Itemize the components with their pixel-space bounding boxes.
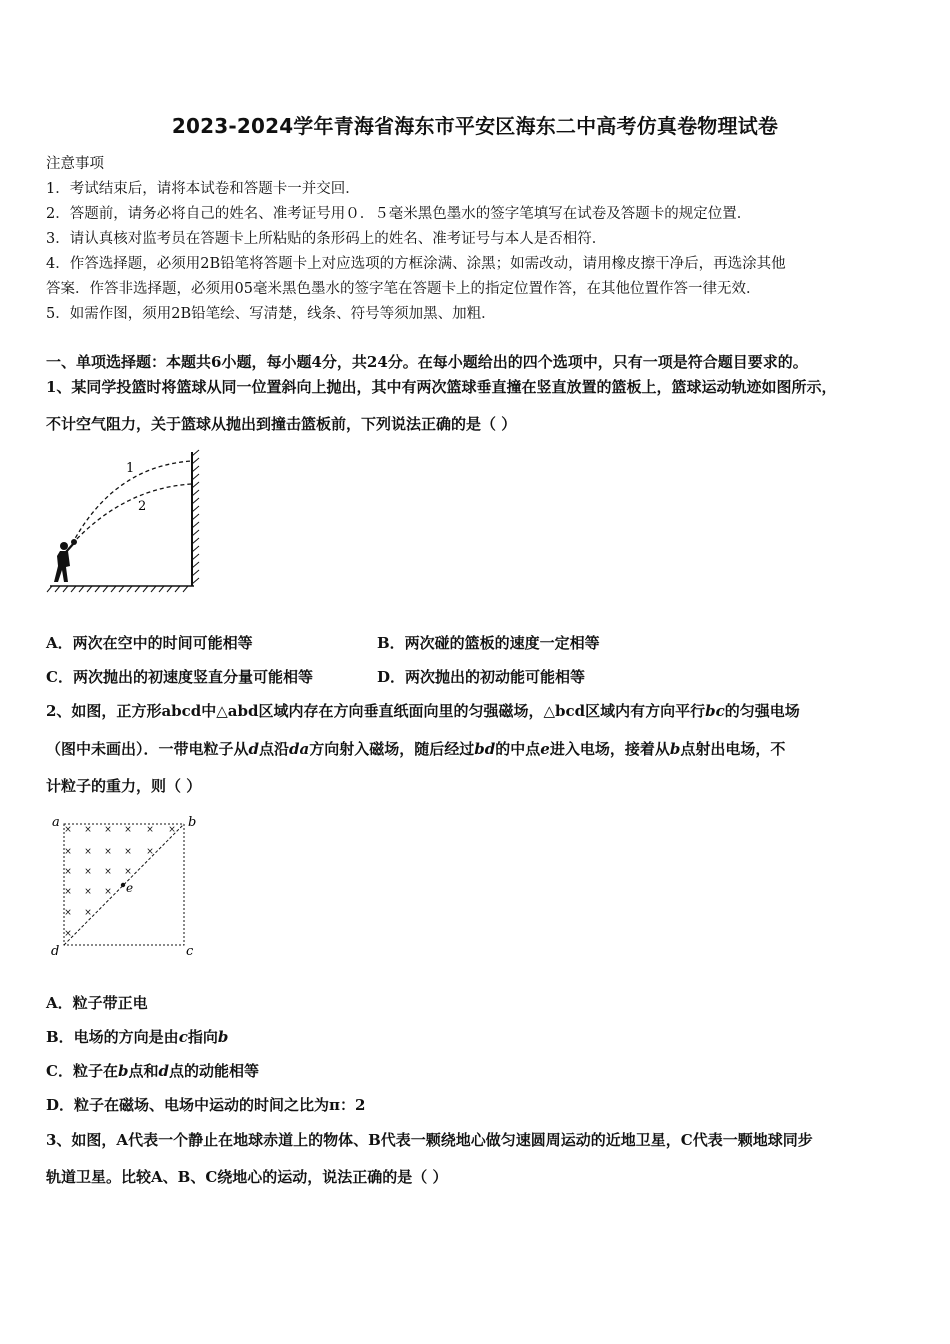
svg-text:×: × <box>146 847 154 857</box>
svg-text:×: × <box>84 825 92 835</box>
question-2-text: （图中未画出）．一带电粒子从d点沿da方向射入磁场，随后经过bd的中点e进入电场，接着从b点射出电场，不 <box>46 740 786 758</box>
midpoint-label-e: e <box>126 881 134 895</box>
svg-text:×: × <box>84 867 92 877</box>
notice-heading: 注意事项 <box>46 156 104 172</box>
svg-text:×: × <box>64 847 72 857</box>
svg-text:×: × <box>124 825 132 835</box>
corner-label-a: a <box>52 815 60 830</box>
svg-text:×: × <box>64 929 72 939</box>
q1-option-c[interactable]: C．两次抛出的初速度竖直分量可能相等 <box>46 668 313 686</box>
trajectory-label: 1 <box>126 461 135 476</box>
notice-item: 4．作答选择题，必须用2B铅笔将答题卡上对应选项的方框涂满、涂黑；如需改动，请用橡皮擦干净后，再选涂其他 <box>46 256 786 272</box>
svg-text:×: × <box>124 847 132 857</box>
q2-option-d[interactable]: D．粒子在磁场、电场中运动的时间之比为π：2 <box>46 1096 366 1114</box>
svg-text:×: × <box>64 887 72 897</box>
question-1-text: 不计空气阻力，关于篮球从抛出到撞击篮板前，下列说法正确的是（ ） <box>46 415 517 433</box>
question-2-text: 计粒子的重力，则（ ） <box>46 777 202 795</box>
svg-text:×: × <box>84 908 92 918</box>
section-heading: 一、单项选择题：本题共6小题，每小题4分，共24分。在每小题给出的四个选项中，只有一项是符合题目要求的。 <box>46 353 808 371</box>
svg-text:×: × <box>124 867 132 877</box>
svg-text:×: × <box>64 908 72 918</box>
svg-text:×: × <box>104 887 112 897</box>
svg-text:×: × <box>64 867 72 877</box>
svg-text:×: × <box>84 887 92 897</box>
page-title: 2023-2024学年青海省海东市平安区海东二中高考仿真卷物理试卷 <box>171 114 779 138</box>
notice-item: 3．请认真核对监考员在答题卡上所粘贴的条形码上的姓名、准考证号与本人是否相符． <box>46 231 607 247</box>
svg-text:×: × <box>104 847 112 857</box>
svg-text:×: × <box>64 825 72 835</box>
question-3-text: 3、如图，A代表一个静止在地球赤道上的物体、B代表一颗绕地心做匀速圆周运动的近地卫星，C代表一颗地球同步 <box>46 1131 813 1149</box>
corner-label-c: c <box>186 944 194 959</box>
question-2-text: 2、如图，正方形abcd中△abd区域内存在方向垂直纸面向里的匀强磁场，△bcd区域内有方向平行bc的匀强电场 <box>46 702 800 720</box>
notice-item: 答案．作答非选择题，必须用05毫米黑色墨水的签字笔在答题卡上的指定位置作答，在其他位置作答一律无效． <box>46 281 761 297</box>
question-1-text: 1、某同学投篮时将篮球从同一位置斜向上抛出，其中有两次篮球垂直撞在竖直放置的篮板上，篮球运动轨迹如图所示， <box>46 378 837 396</box>
trajectory-label: 2 <box>138 499 147 514</box>
q1-option-b[interactable]: B．两次碰的篮板的速度一定相等 <box>377 634 600 652</box>
svg-text:×: × <box>168 825 176 835</box>
q2-option-a[interactable]: A．粒子带正电 <box>46 994 148 1012</box>
svg-text:×: × <box>84 847 92 857</box>
square-field-figure <box>46 812 206 962</box>
basketball-trajectory-figure <box>44 446 214 596</box>
q1-option-d[interactable]: D．两次抛出的初动能可能相等 <box>377 668 586 686</box>
q2-option-c[interactable]: C．粒子在b点和d点的动能相等 <box>46 1062 259 1080</box>
notice-item: 5．如需作图，须用2B铅笔绘、写清楚，线条、符号等须加黑、加粗． <box>46 306 496 322</box>
svg-text:×: × <box>146 825 154 835</box>
notice-item: 2．答题前，请务必将自己的姓名、准考证号用０．５毫米黑色墨水的签字笔填写在试卷及答题卡的规定位置． <box>46 206 752 222</box>
svg-text:×: × <box>104 825 112 835</box>
question-3-text: 轨道卫星。比较A、B、C绕地心的运动，说法正确的是（ ） <box>46 1168 448 1186</box>
q2-option-b[interactable]: B．电场的方向是由c指向b <box>46 1028 229 1046</box>
svg-text:×: × <box>104 867 112 877</box>
notice-item: 1．考试结束后，请将本试卷和答题卡一并交回． <box>46 181 360 197</box>
corner-label-d: d <box>51 944 60 959</box>
corner-label-b: b <box>188 815 197 830</box>
q1-option-a[interactable]: A．两次在空中的时间可能相等 <box>46 634 253 652</box>
